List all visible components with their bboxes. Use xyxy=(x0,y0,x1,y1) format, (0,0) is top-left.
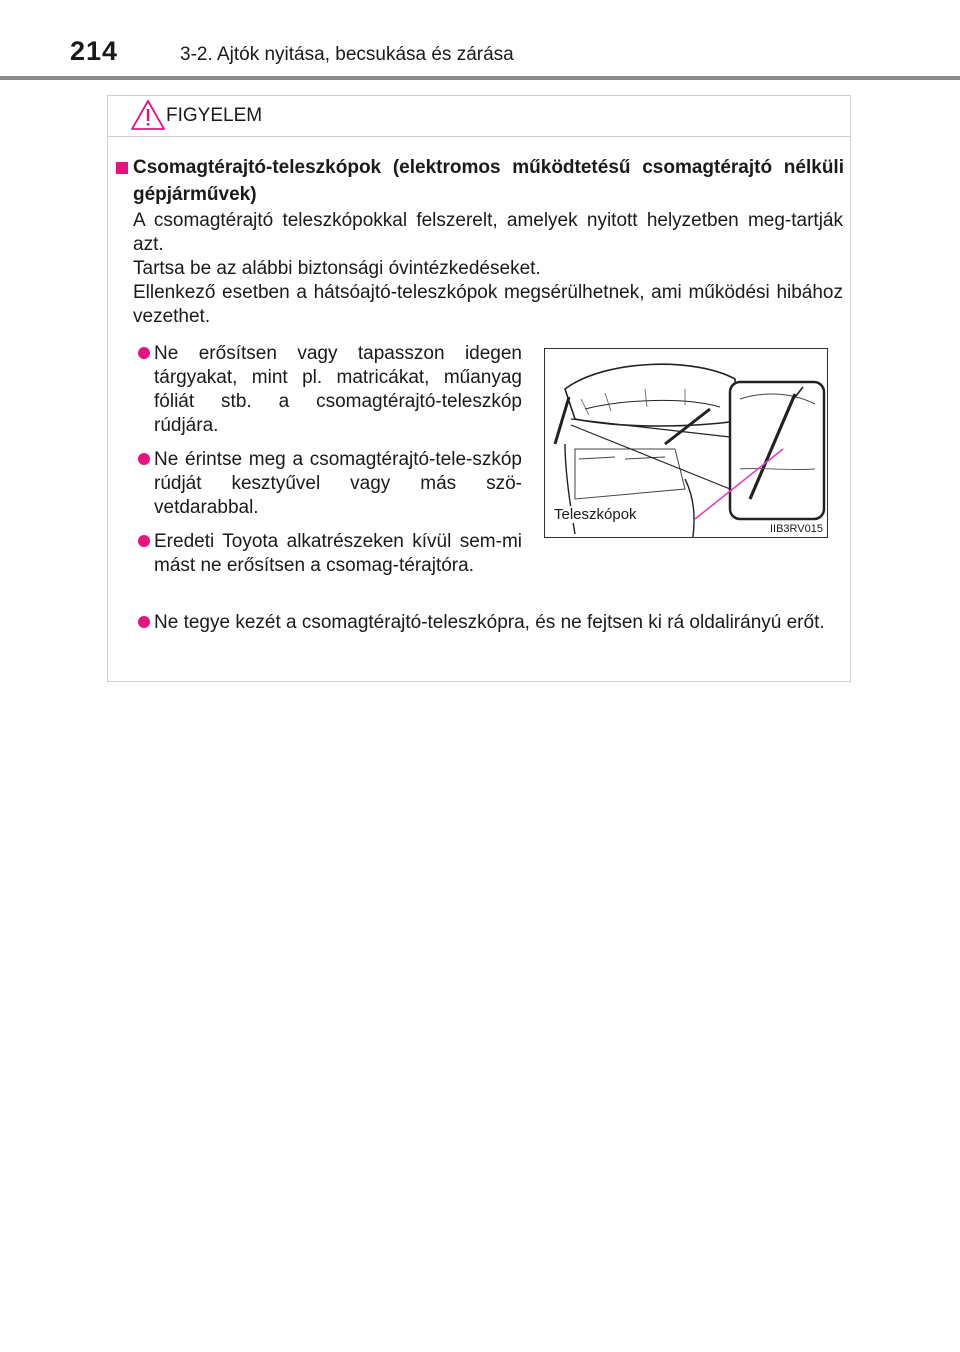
figure-caption: Teleszkópok xyxy=(554,506,637,523)
page-number: 214 xyxy=(70,36,119,66)
round-bullet-icon xyxy=(138,535,150,547)
list-item-text: Ne erősítsen vagy tapasszon idegen tárgyakat, mint pl. matricákat, műanyag fóliát stb. a csomagtérajtó-teleszkóp rúdjára. xyxy=(154,343,522,436)
section-title: 3-2. Ajtók nyitása, becsukása és zárása xyxy=(180,44,514,65)
warning-label: FIGYELEM xyxy=(166,105,263,126)
list-item xyxy=(138,448,522,520)
intro-line: Ellenkező esetben a hátsóajtó-teleszkópok megsérülhetnek, ami működési hibához vezethet. xyxy=(133,282,843,327)
header-rule xyxy=(0,76,960,80)
warning-header xyxy=(108,96,850,137)
liftgate-strut-figure xyxy=(544,348,828,538)
warning-box xyxy=(107,95,851,682)
round-bullet-icon xyxy=(138,453,150,465)
page-header xyxy=(0,0,960,80)
sub-heading-text: Csomagtérajtó-teleszkópok (elektromos működtetésű csomagtérajtó nélküli gépjárművek) xyxy=(133,157,844,205)
bullet-list xyxy=(138,342,522,588)
intro-text xyxy=(133,209,843,329)
intro-line: A csomagtérajtó teleszkópokkal felszerelt, amelyek nyitott helyzetben meg-tartják azt. xyxy=(133,210,843,255)
list-item-text: Ne tegye kezét a csomagtérajtó-teleszkópra, és ne fejtsen ki rá oldalirányú erőt. xyxy=(154,612,825,633)
round-bullet-icon xyxy=(138,616,150,628)
list-item xyxy=(138,342,522,438)
round-bullet-icon xyxy=(138,347,150,359)
list-item xyxy=(138,530,522,578)
square-bullet-icon xyxy=(116,162,128,174)
list-item xyxy=(138,611,844,645)
intro-line: Tartsa be az alábbi biztonsági óvintézkedéseket. xyxy=(133,258,541,279)
warning-triangle-icon xyxy=(130,98,166,132)
list-item-text: Eredeti Toyota alkatrészeken kívül sem-mi mást ne erősítsen a csomag-térajtóra. xyxy=(154,531,522,576)
figure-code: IIB3RV015 xyxy=(769,523,823,535)
list-item-text: Ne érintse meg a csomagtérajtó-tele-szkóp rúdját kesztyűvel vagy más szö-vetdarabbal. xyxy=(154,449,522,518)
list-item-wide xyxy=(138,611,844,635)
sub-heading xyxy=(116,154,844,208)
